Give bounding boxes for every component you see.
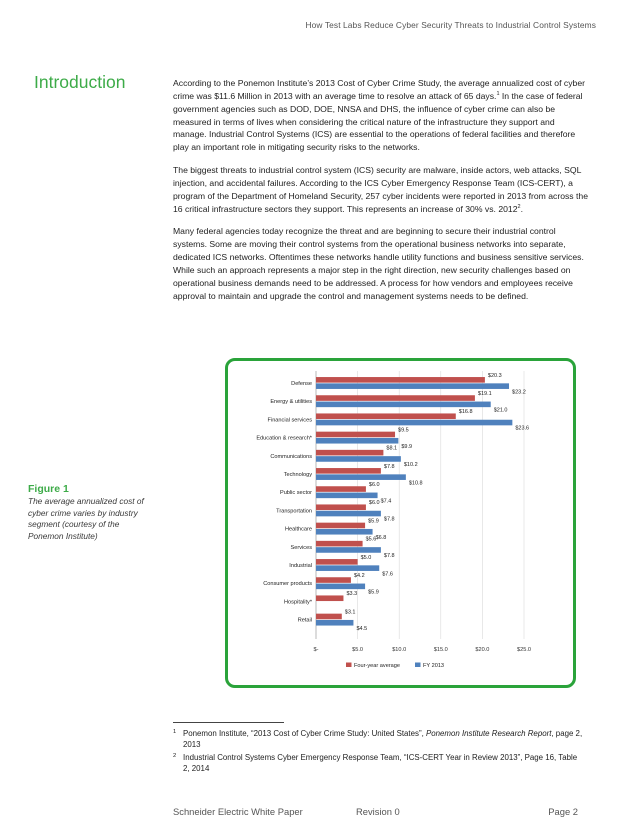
data-label: $8.1 (386, 445, 398, 452)
category-label: Transportation (276, 508, 312, 515)
category-label: Technology (283, 472, 312, 478)
bar (316, 486, 366, 492)
x-tick-label: $5.0 (352, 647, 364, 653)
bar (316, 474, 406, 480)
category-label: Retail (297, 617, 312, 624)
body-text (173, 77, 589, 313)
bar (316, 547, 381, 553)
bar (316, 577, 351, 583)
bar (316, 468, 381, 474)
paragraph-3 (173, 225, 589, 302)
section-title: Introduction (34, 72, 126, 92)
paragraph-1 (173, 77, 589, 154)
footer-brand: Schneider Electric White Paper (173, 806, 303, 817)
category-label: Public sector (279, 490, 312, 497)
bar (316, 377, 485, 383)
bar (316, 504, 366, 510)
category-label: Education & research* (256, 435, 312, 442)
data-label: $5.9 (368, 589, 379, 596)
x-tick-label: $10.0 (392, 647, 407, 653)
data-label: $6.0 (368, 500, 380, 507)
running-header: How Test Labs Reduce Cyber Security Threats to Industrial Control Systems (305, 20, 596, 30)
data-label: $21.0 (493, 407, 508, 414)
footnotes (173, 729, 583, 777)
data-label: $7.8 (383, 553, 395, 560)
figure-frame (225, 358, 576, 688)
bar (316, 383, 509, 389)
category-label: Industrial (289, 563, 312, 569)
data-label: $19.1 (477, 390, 492, 397)
footer-page-number: Page 2 (548, 806, 578, 817)
footnote-mark: 1 (173, 729, 177, 735)
bar (316, 523, 365, 529)
bar (316, 614, 342, 620)
footnote-text: Ponemon Institute, “2013 Cost of Cyber Crime Study: United States”, (183, 729, 426, 738)
footnote-text-end: , page 2, 2013 (183, 729, 583, 749)
footnote-1 (173, 729, 583, 750)
bar (316, 620, 353, 626)
legend-label: Four-year average (354, 663, 401, 669)
data-label: $23.2 (512, 389, 526, 396)
bar (316, 584, 365, 590)
text-run: In the case of federal government agencies such as DOD, DOE, NNSA and DHS, the influence of cyber crime can also be measured in terms of lives when considering the critical nature of the infrastructure they support and manage. Industrial Control Systems (ICS) are essential to the operations of federal facilities and therefore play an important role in mitigating security risks to the networks. (173, 90, 583, 153)
data-label: $7.6 (382, 571, 393, 578)
paragraph-2 (173, 164, 589, 215)
data-label: $16.8 (458, 409, 473, 416)
category-label: Services (290, 544, 312, 551)
x-tick-label: $- (313, 647, 319, 653)
bar (316, 511, 381, 517)
data-label: $6.0 (368, 481, 380, 488)
footnote-2 (173, 753, 583, 774)
bar (316, 432, 395, 438)
bar (316, 541, 363, 547)
text-run: The biggest threats to industrial control system (ICS) security are malware, inside actors, web attacks, SQL injection, and accidental failures. According to the ICS Cyber Emergency Response Team (ICS-CERT), a program of the Department of Homeland Security, 257 cyber incidents were reported in 2013 from across the 16 critical infrastructure sectors they support. This represents an increase of 30% vs. 2012 (173, 165, 589, 214)
page-footer (173, 806, 578, 818)
data-label: $3.3 (346, 591, 358, 598)
category-label: Hospitality* (284, 599, 312, 606)
data-label: $10.2 (403, 462, 418, 469)
bar (316, 438, 398, 444)
bar (316, 565, 379, 571)
data-label: $20.3 (487, 372, 502, 379)
figure-label: Figure 1 (28, 483, 69, 495)
legend-swatch (346, 663, 352, 668)
x-tick-label: $20.0 (475, 647, 490, 653)
data-label: $4.2 (353, 572, 365, 579)
data-label: $5.9 (368, 518, 379, 525)
bar (316, 395, 475, 401)
data-label: $5.6 (365, 536, 377, 543)
bar (316, 559, 358, 565)
data-label: $4.5 (356, 625, 368, 632)
category-label: Defense (291, 381, 312, 387)
bar-chart (228, 361, 573, 685)
category-label: Healthcare (284, 526, 312, 533)
data-label: $3.1 (344, 609, 356, 616)
data-label: $6.8 (375, 534, 387, 541)
category-label: Communications (270, 453, 312, 460)
data-label: $7.8 (383, 463, 395, 470)
figure-description: The average annualized cost of cyber crime varies by industry segment (courtesy of the Ponemon Institute) (28, 496, 144, 541)
bar (316, 529, 373, 535)
data-label: $5.0 (360, 554, 372, 561)
bar (316, 493, 378, 499)
data-label: $9.9 (401, 443, 413, 450)
footnote-mark: 2 (173, 753, 177, 759)
category-label: Energy & utilities (270, 399, 312, 406)
bar (316, 413, 456, 419)
text-run: . (520, 203, 523, 214)
legend-swatch (415, 663, 421, 668)
footnote-ref: 2 (517, 203, 521, 210)
footnote-source-title: Ponemon Institute Research Report (425, 729, 552, 738)
text-run: Many federal agencies today recognize the threat and are beginning to secure their industrial control systems. Some are moving their control systems from the operational business networks into separate, dedicated ICS networks. Oftentimes these networks handle utility functions and business sensitive services. While such an approach represents a major step in the right direction, new security challenges based on operational business demands need to be addressed. A process for how vendors and employees receive approval to maintain and upgrade the control and management systems needs to be defined. (173, 226, 584, 301)
footnote-rule (173, 722, 284, 723)
x-tick-label: $15.0 (433, 647, 448, 653)
footer-revision: Revision 0 (356, 806, 400, 817)
data-label: $7.4 (380, 498, 392, 505)
data-label: $10.8 (408, 480, 423, 487)
category-label: Consumer products (263, 581, 312, 588)
category-label: Financial services (267, 417, 312, 424)
figure-caption (28, 483, 154, 542)
data-label: $9.5 (398, 427, 409, 434)
data-label: $7.8 (383, 516, 395, 523)
bar (316, 595, 343, 601)
data-label: $23.6 (515, 425, 530, 432)
bar (316, 456, 401, 462)
bar (316, 402, 491, 408)
footnote-text: Industrial Control Systems Cyber Emergency Response Team, “ICS-CERT Year in Review 2013”, Page 16, Table 2, 2014 (183, 753, 578, 773)
text-run: According to the Ponemon Institute’s 2013 Cost of Cyber Crime Study, the average annualized cost of cyber crime was $11.6 Million in 2013 with an average time to resolve an attack of 65 days. (173, 78, 585, 101)
bar (316, 420, 512, 426)
x-tick-label: $25.0 (517, 647, 531, 653)
bar (316, 450, 383, 456)
legend-label: FY 2013 (423, 663, 445, 669)
footnote-ref: 1 (496, 90, 500, 97)
